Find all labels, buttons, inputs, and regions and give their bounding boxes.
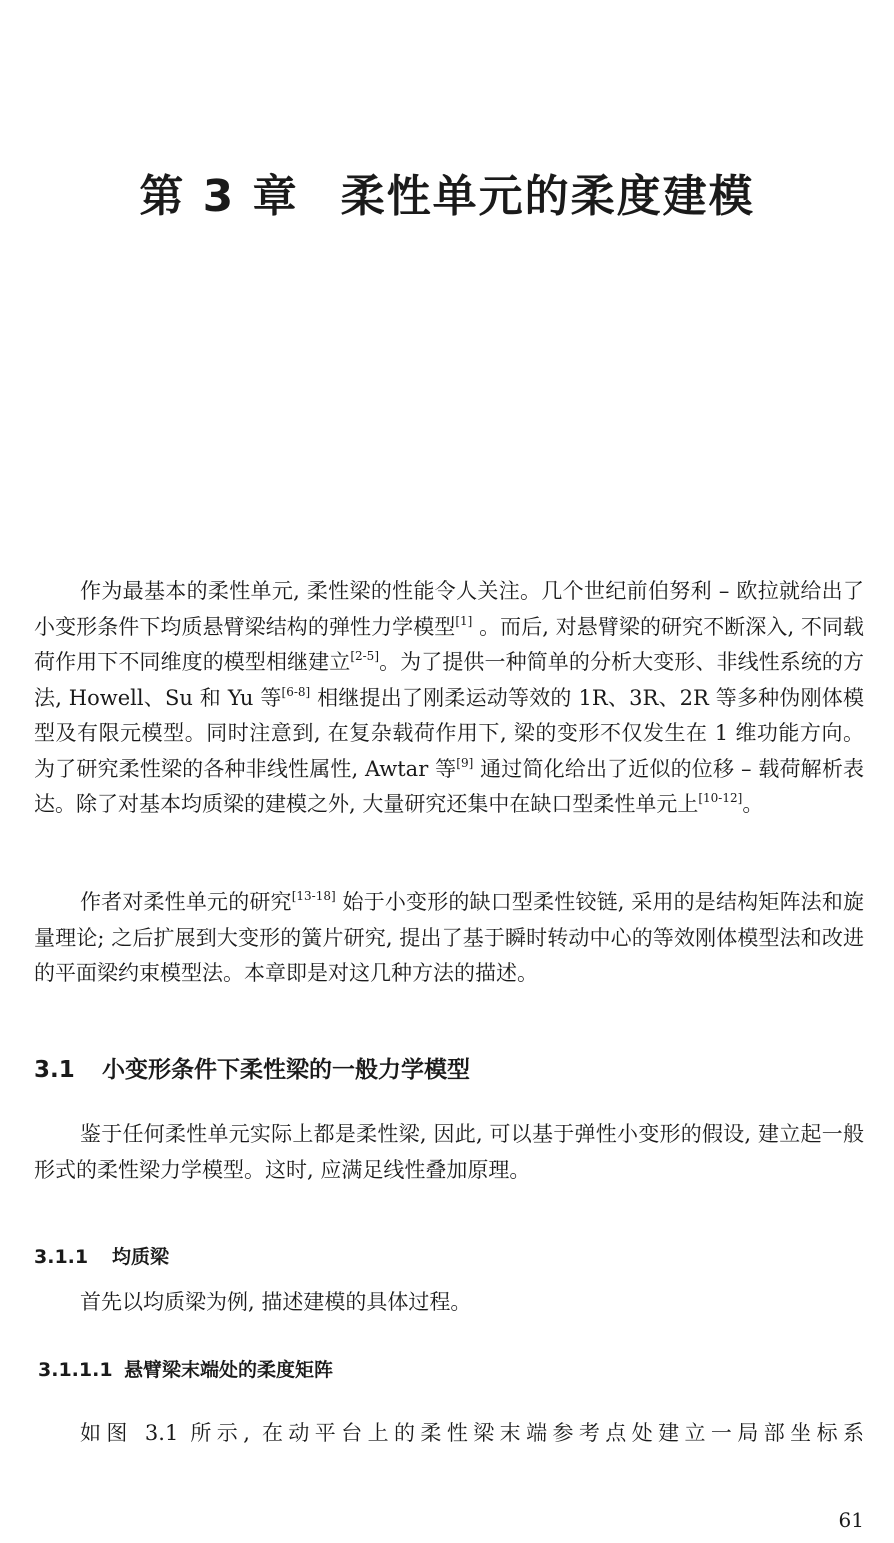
- text-run: 相继提出了刚柔运动等效的 1R、3R、2R 等多种伪刚体模型及有限元模型。同时注意到, 在复杂载荷作用下, 梁的变形不仅发生在 1 维功能方向。为了研究柔性梁的各种非线性属性, Awtar 等: [34, 685, 864, 781]
- section-3-1-1-1-paragraph: 如图 3.1 所示, 在动平台上的柔性梁末端参考点处建立一局部坐标系: [80, 1421, 864, 1445]
- section-number: 3.1.1.1: [38, 1359, 113, 1381]
- page-number: 61: [838, 1508, 864, 1532]
- section-number: 3.1: [34, 1057, 75, 1083]
- citation: [13-18]: [291, 889, 336, 903]
- text-run: 作为最基本的柔性单元, 柔性梁的性能令人关注。几个世纪前伯努利 – 欧拉就给出了小变形条件下均质悬臂梁结构的弹性力学模型: [34, 579, 864, 639]
- section-heading-3-1-1-1: [38, 1355, 333, 1382]
- intro-paragraph-2: [34, 885, 864, 992]
- section-number: 3.1.1: [34, 1246, 89, 1268]
- chapter-name: 柔性单元的柔度建模: [340, 171, 755, 222]
- text-run: 。: [742, 792, 764, 816]
- citation: [1]: [455, 613, 473, 628]
- citation: [2-5]: [350, 649, 379, 663]
- section-3-1-1-paragraph: 首先以均质梁为例, 描述建模的具体过程。: [80, 1290, 472, 1314]
- text-run: 始于小变形的缺口型柔性铰链, 采用的是结构矩阵法和旋量理论; 之后扩展到大变形的簧片研究, 提出了基于瞬时转动中心的等效刚体模型法和改进的平面梁约束模型法。本章即是对这几种方法的描述。: [34, 890, 864, 985]
- chapter-label: 第 3 章: [139, 171, 299, 222]
- section-title: 小变形条件下柔性梁的一般力学模型: [102, 1057, 470, 1083]
- citation: [9]: [456, 755, 474, 770]
- text-run: 。为了提供一种简单的分析大变形、非线性系统的方法, Howell、Su 和 Yu 等: [34, 650, 865, 710]
- text-run: 。而后, 对悬臂梁的研究不断深入, 不同载荷作用下不同维度的模型相继建立: [34, 614, 865, 674]
- chapter-title: [0, 160, 894, 224]
- section-title: 均质梁: [112, 1246, 170, 1268]
- section-heading-3-1: [34, 1051, 470, 1084]
- text-run: 作者对柔性单元的研究: [80, 890, 292, 914]
- section-3-1-paragraph: 鉴于任何柔性单元实际上都是柔性梁, 因此, 可以基于弹性小变形的假设, 建立起一般形式的柔性梁力学模型。这时, 应满足线性叠加原理。: [34, 1122, 864, 1182]
- intro-paragraph-1: [34, 574, 864, 823]
- citation: [10-12]: [698, 791, 743, 805]
- section-title: 悬臂梁末端处的柔度矩阵: [124, 1359, 334, 1381]
- text-run: 通过简化给出了近似的位移 – 载荷解析表达。除了对基本均质梁的建模之外, 大量研究还集中在缺口型柔性单元上: [34, 756, 864, 816]
- citation: [6-8]: [281, 684, 311, 699]
- section-heading-3-1-1: [34, 1242, 169, 1269]
